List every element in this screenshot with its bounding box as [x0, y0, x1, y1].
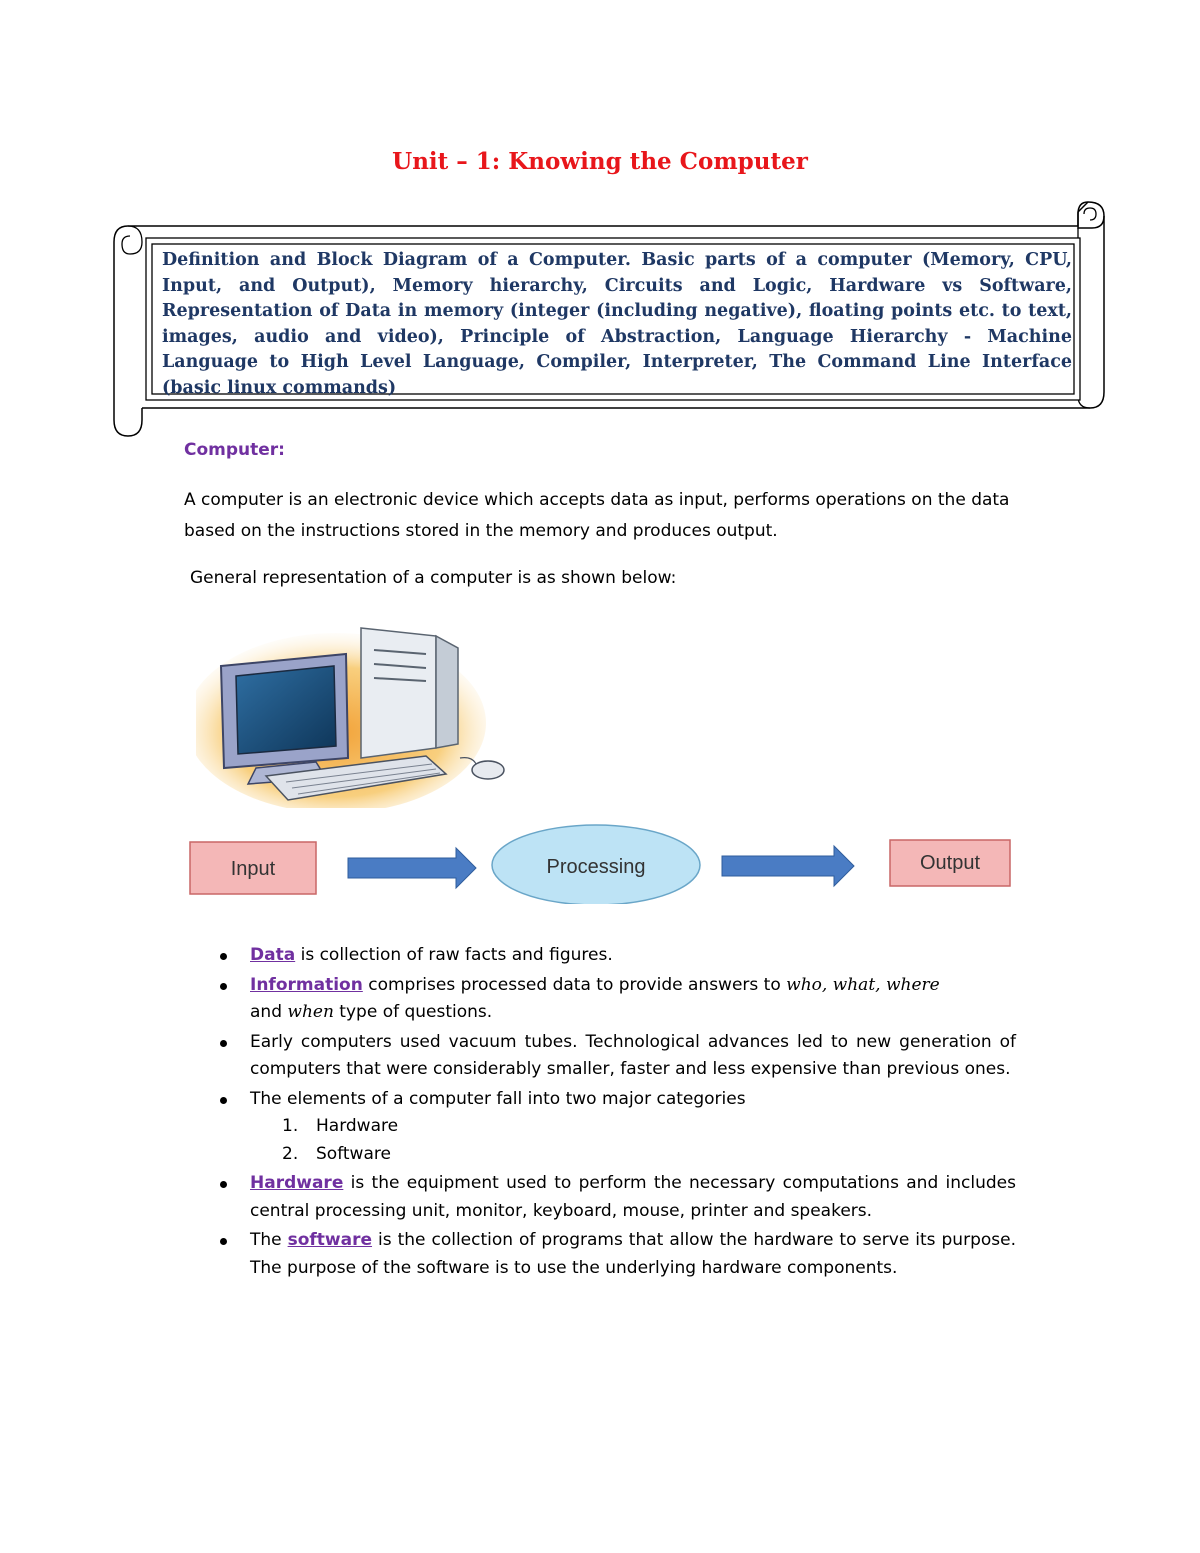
hardware-definition: is the equipment used to perform the necessary computations and includes central processing unit, monitor, keyboard, mouse, printer and speakers. [250, 1173, 1016, 1221]
category-label: Hardware [316, 1116, 399, 1136]
category-item [250, 1141, 1016, 1169]
output-box [890, 840, 1010, 886]
item-number: 2. [282, 1143, 299, 1164]
elements-text: The elements of a computer fall into two major categories [250, 1088, 746, 1109]
info-and: and [250, 1002, 288, 1022]
software-prefix: The [250, 1230, 288, 1250]
list-item [250, 1227, 1016, 1282]
syllabus-text: Definition and Block Diagram of a Computer. Basic parts of a computer (Memory, CPU, Input, and Output), Memory hierarchy, Circuits and Logic, Hardware vs Software, Representation of Data in memory (integer (including negative), floating points etc. to text, images, audio and video), Principle of Abstraction, Language Hierarchy - Machine Language to High Level Language, Compiler, Interpreter, The Command Line Interface (basic linux commands) [162, 250, 1072, 398]
section-heading: Computer: [184, 440, 285, 460]
output-label: Output [919, 852, 981, 874]
list-item [250, 942, 1016, 970]
info-when: when [287, 1002, 334, 1022]
input-label: Input [230, 858, 276, 880]
flow-diagram [186, 818, 1016, 904]
representation-intro: General representation of a computer is as shown below: [190, 568, 677, 588]
list-item [250, 1029, 1016, 1084]
processing-ellipse [492, 825, 700, 904]
list-item [250, 1086, 1016, 1169]
early-computers-text: Early computers used vacuum tubes. Technological advances led to new generation of computers that were considerably smaller, faster and less expensive than previous ones. [250, 1031, 1016, 1079]
input-box [190, 842, 316, 894]
term-information-link[interactable]: Information [250, 974, 363, 995]
data-definition: is collection of raw facts and figures. [295, 945, 613, 965]
term-hardware-link[interactable]: Hardware [250, 1173, 344, 1193]
info-questions: who, what, where [786, 974, 940, 995]
item-number: 1. [282, 1116, 299, 1136]
arrow-right-icon [722, 846, 854, 886]
definition-paragraph: A computer is an electronic device which accepts data as input, performs operations on the data based on the instructions stored in the memory and produces output. [184, 490, 1010, 541]
category-list [250, 1113, 1016, 1168]
list-item [250, 1170, 1016, 1225]
term-data-link[interactable]: Data [250, 945, 296, 965]
bullet-list [250, 942, 1016, 1284]
page-title: Unit – 1: Knowing the Computer [392, 148, 808, 175]
list-item [250, 972, 1016, 1027]
info-definition: comprises processed data to provide answers to [362, 974, 787, 995]
computer-illustration [196, 618, 526, 808]
processing-label: Processing [546, 856, 646, 878]
info-end: type of questions. [333, 1002, 493, 1022]
software-definition: is the collection of programs that allow the hardware to serve its purpose. The purpose of the software is to use the underlying hardware components. [250, 1230, 1016, 1278]
arrow-right-icon [348, 848, 476, 888]
term-software-link[interactable]: software [287, 1230, 373, 1250]
category-item [250, 1113, 1016, 1141]
category-label: Software [316, 1143, 391, 1164]
